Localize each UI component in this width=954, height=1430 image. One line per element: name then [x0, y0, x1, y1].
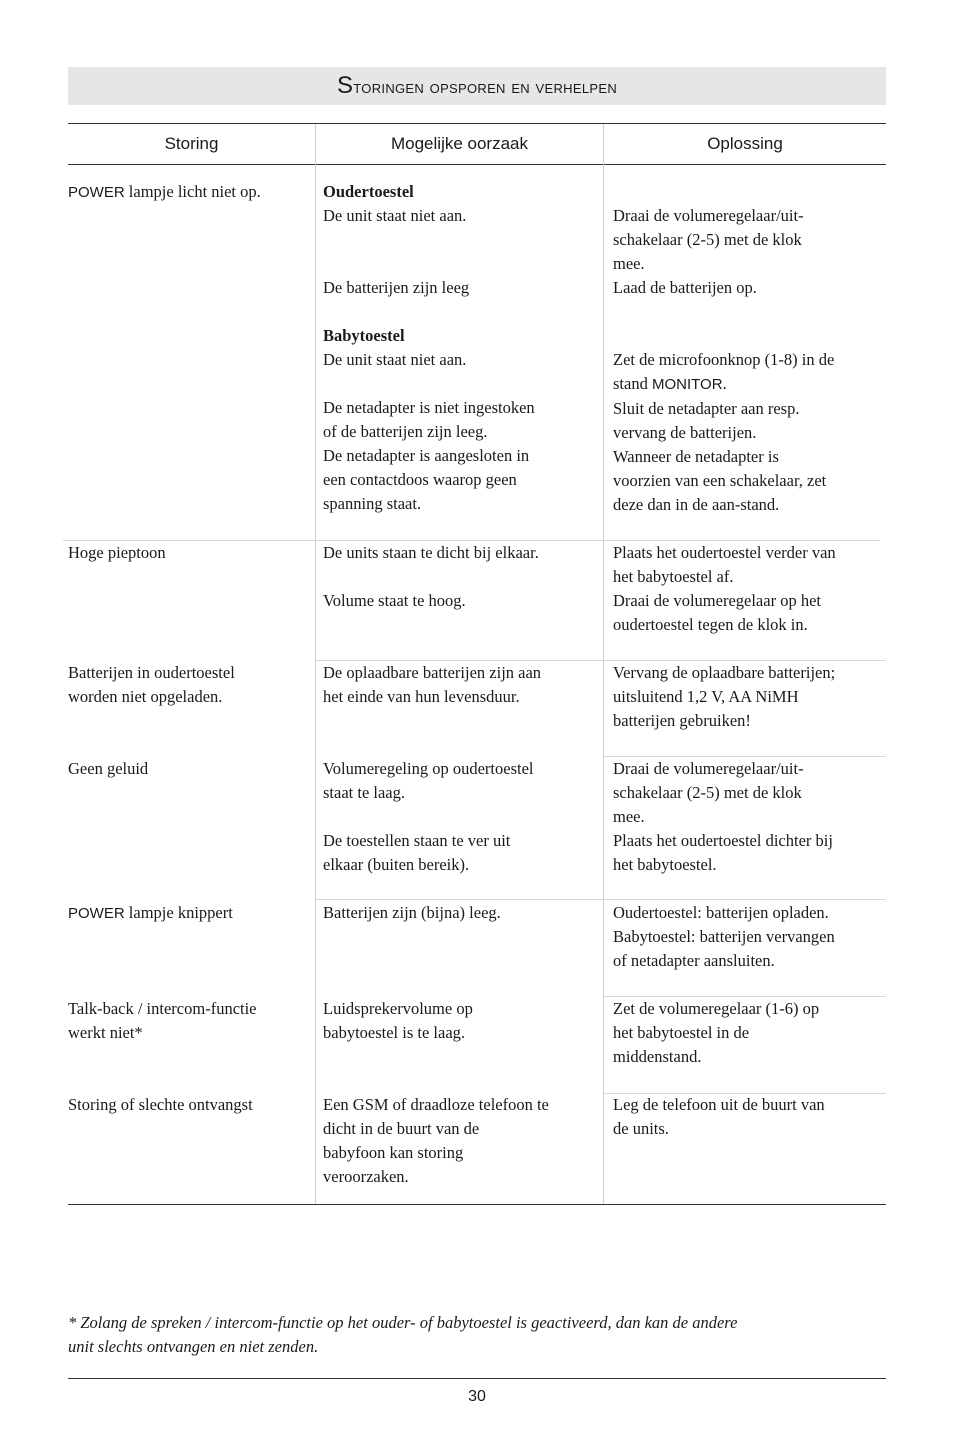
- oplossing-line: Zet de volumeregelaar (1-6) op: [613, 999, 820, 1018]
- footer-rule: [68, 1378, 886, 1379]
- row7-oplossing: [613, 1093, 886, 1141]
- oorzaak-line: De netadapter is niet ingestoken: [323, 398, 535, 417]
- title-bar: [68, 67, 886, 105]
- oplossing-line: vervang de batterijen.: [613, 423, 757, 442]
- oorzaak-line: De batterijen zijn leeg: [323, 278, 470, 297]
- oplossing-line: schakelaar (2-5) met de klok: [613, 230, 802, 249]
- row6-storing: [68, 997, 308, 1045]
- header-oorzaak: Mogelijke oorzaak: [390, 134, 528, 153]
- table-bottom-rule: [68, 1204, 886, 1205]
- oplossing-line: batterijen gebruiken!: [613, 711, 751, 730]
- oplossing-line: oudertoestel tegen de klok in.: [613, 615, 808, 634]
- oplossing-line: [613, 372, 886, 397]
- oplossing-line: Vervang de oplaadbare batterijen;: [613, 663, 836, 682]
- oorzaak-line: Volumeregeling op oudertoestel: [323, 759, 534, 778]
- oplossing-line: Leg de telefoon uit de buurt van: [613, 1095, 825, 1114]
- page-title: Storingen opsporen en verhelpen: [336, 72, 618, 99]
- footnote: [68, 1311, 886, 1359]
- oorzaak-line: De oplaadbare batterijen zijn aan: [323, 663, 542, 682]
- footnote-line: * Zolang de spreken / intercom-functie op het ouder- of babytoestel is geactiveerd, dan kan de andere: [68, 1313, 738, 1332]
- storing-line: Batterijen in oudertoestel: [68, 663, 235, 682]
- oplossing-line: uitsluitend 1,2 V, AA NiMH: [613, 687, 799, 706]
- row4-storing: Geen geluid: [68, 759, 149, 778]
- row4-oorzaak: [323, 757, 598, 877]
- row5-oplossing: [613, 901, 886, 973]
- row3-storing: [68, 661, 308, 709]
- oorzaak-line: of de batterijen zijn leeg.: [323, 422, 488, 441]
- storing-line: Talk-back / intercom-functie: [68, 999, 257, 1018]
- oplossing-line: Plaats het oudertoestel verder van: [613, 543, 836, 562]
- storing-text: lampje licht niet op.: [124, 182, 261, 201]
- row1-oorzaak: [323, 180, 598, 516]
- row6-oplossing: [613, 997, 886, 1069]
- oorzaak-line: De netadapter is aangesloten in: [323, 446, 530, 465]
- oorzaak-line: De unit staat niet aan.: [323, 350, 467, 369]
- row3-oplossing: [613, 661, 886, 733]
- column-divider-2: [603, 124, 604, 1204]
- period: .: [722, 374, 727, 393]
- oorzaak-line: De units staan te dicht bij elkaar.: [323, 543, 539, 562]
- oorzaak-line: Een GSM of draadloze telefoon te: [323, 1095, 549, 1114]
- oplossing-line: Sluit de netadapter aan resp.: [613, 399, 800, 418]
- oorzaak-line: het einde van hun levensduur.: [323, 687, 520, 706]
- oorzaak-line: elkaar (buiten bereik).: [323, 855, 470, 874]
- oplossing-line: de units.: [613, 1119, 669, 1138]
- power-label: POWER: [68, 184, 125, 201]
- monitor-label: MONITOR: [651, 376, 723, 393]
- header-oplossing: Oplossing: [707, 134, 783, 153]
- header-storing: Storing: [164, 134, 219, 153]
- oplossing-line: Zet de microfoonknop (1-8) in de: [613, 350, 835, 369]
- header-bottom-rule: [68, 164, 886, 165]
- oorzaak-line: De unit staat niet aan.: [323, 206, 467, 225]
- oplossing-line: deze dan in de aan-stand.: [613, 495, 780, 514]
- oorzaak-line: staat te laag.: [323, 783, 406, 802]
- oplossing-line: Babytoestel: batterijen vervangen: [613, 927, 835, 946]
- oplossing-line: Draai de volumeregelaar op het: [613, 591, 821, 610]
- power-label: POWER: [68, 905, 125, 922]
- oorzaak-line: Luidsprekervolume op: [323, 999, 473, 1018]
- storing-line: werkt niet*: [68, 1023, 143, 1042]
- oplossing-line: of netadapter aansluiten.: [613, 951, 775, 970]
- oplossing-line: mee.: [613, 807, 645, 826]
- oplossing-line: middenstand.: [613, 1047, 702, 1066]
- oorzaak-line: Volume staat te hoog.: [323, 591, 466, 610]
- oplossing-line: het babytoestel af.: [613, 567, 734, 586]
- subheading-babytoestel: Babytoestel: [323, 326, 405, 345]
- oorzaak-line: De toestellen staan te ver uit: [323, 831, 511, 850]
- storing-line: worden niet opgeladen.: [68, 687, 223, 706]
- oplossing-line: Wanneer de netadapter is: [613, 447, 779, 466]
- row7-oorzaak: [323, 1093, 598, 1189]
- oorzaak-line: een contactdoos waarop geen: [323, 470, 517, 489]
- page-number: 30: [468, 1388, 486, 1405]
- stand-text: stand: [613, 374, 652, 393]
- oplossing-line: Plaats het oudertoestel dichter bij: [613, 831, 833, 850]
- row5-storing: [68, 901, 308, 926]
- oplossing-line: mee.: [613, 254, 645, 273]
- oorzaak-line: veroorzaken.: [323, 1167, 409, 1186]
- row7-storing: Storing of slechte ontvangst: [68, 1095, 253, 1114]
- storing-text: lampje knippert: [124, 903, 233, 922]
- row3-oorzaak: [323, 661, 598, 709]
- row-separator: [315, 899, 886, 900]
- row2-storing: Hoge pieptoon: [68, 543, 166, 562]
- oplossing-line: voorzien van een schakelaar, zet: [613, 471, 827, 490]
- oorzaak-line: babyfoon kan storing: [323, 1143, 464, 1162]
- row6-oorzaak: [323, 997, 598, 1045]
- oplossing-line: het babytoestel in de: [613, 1023, 750, 1042]
- oplossing-line: Oudertoestel: batterijen opladen.: [613, 903, 829, 922]
- row2-oorzaak: [323, 541, 598, 613]
- oplossing-line: Draai de volumeregelaar/uit-: [613, 206, 804, 225]
- oplossing-line: Draai de volumeregelaar/uit-: [613, 759, 804, 778]
- row5-oorzaak: Batterijen zijn (bijna) leeg.: [323, 903, 501, 922]
- oplossing-line: Laad de batterijen op.: [613, 278, 757, 297]
- oorzaak-line: dicht in de buurt van de: [323, 1119, 480, 1138]
- footnote-line: unit slechts ontvangen en niet zenden.: [68, 1337, 319, 1356]
- subheading-oudertoestel: Oudertoestel: [323, 182, 414, 201]
- row1-storing: [68, 180, 308, 205]
- oplossing-line: schakelaar (2-5) met de klok: [613, 783, 802, 802]
- oorzaak-line: babytoestel is te laag.: [323, 1023, 466, 1042]
- row1-oplossing: [613, 204, 886, 517]
- row2-oplossing: [613, 541, 886, 637]
- column-divider-1: [315, 124, 316, 1204]
- oorzaak-line: spanning staat.: [323, 494, 422, 513]
- row4-oplossing: [613, 757, 886, 877]
- oplossing-line: het babytoestel.: [613, 855, 717, 874]
